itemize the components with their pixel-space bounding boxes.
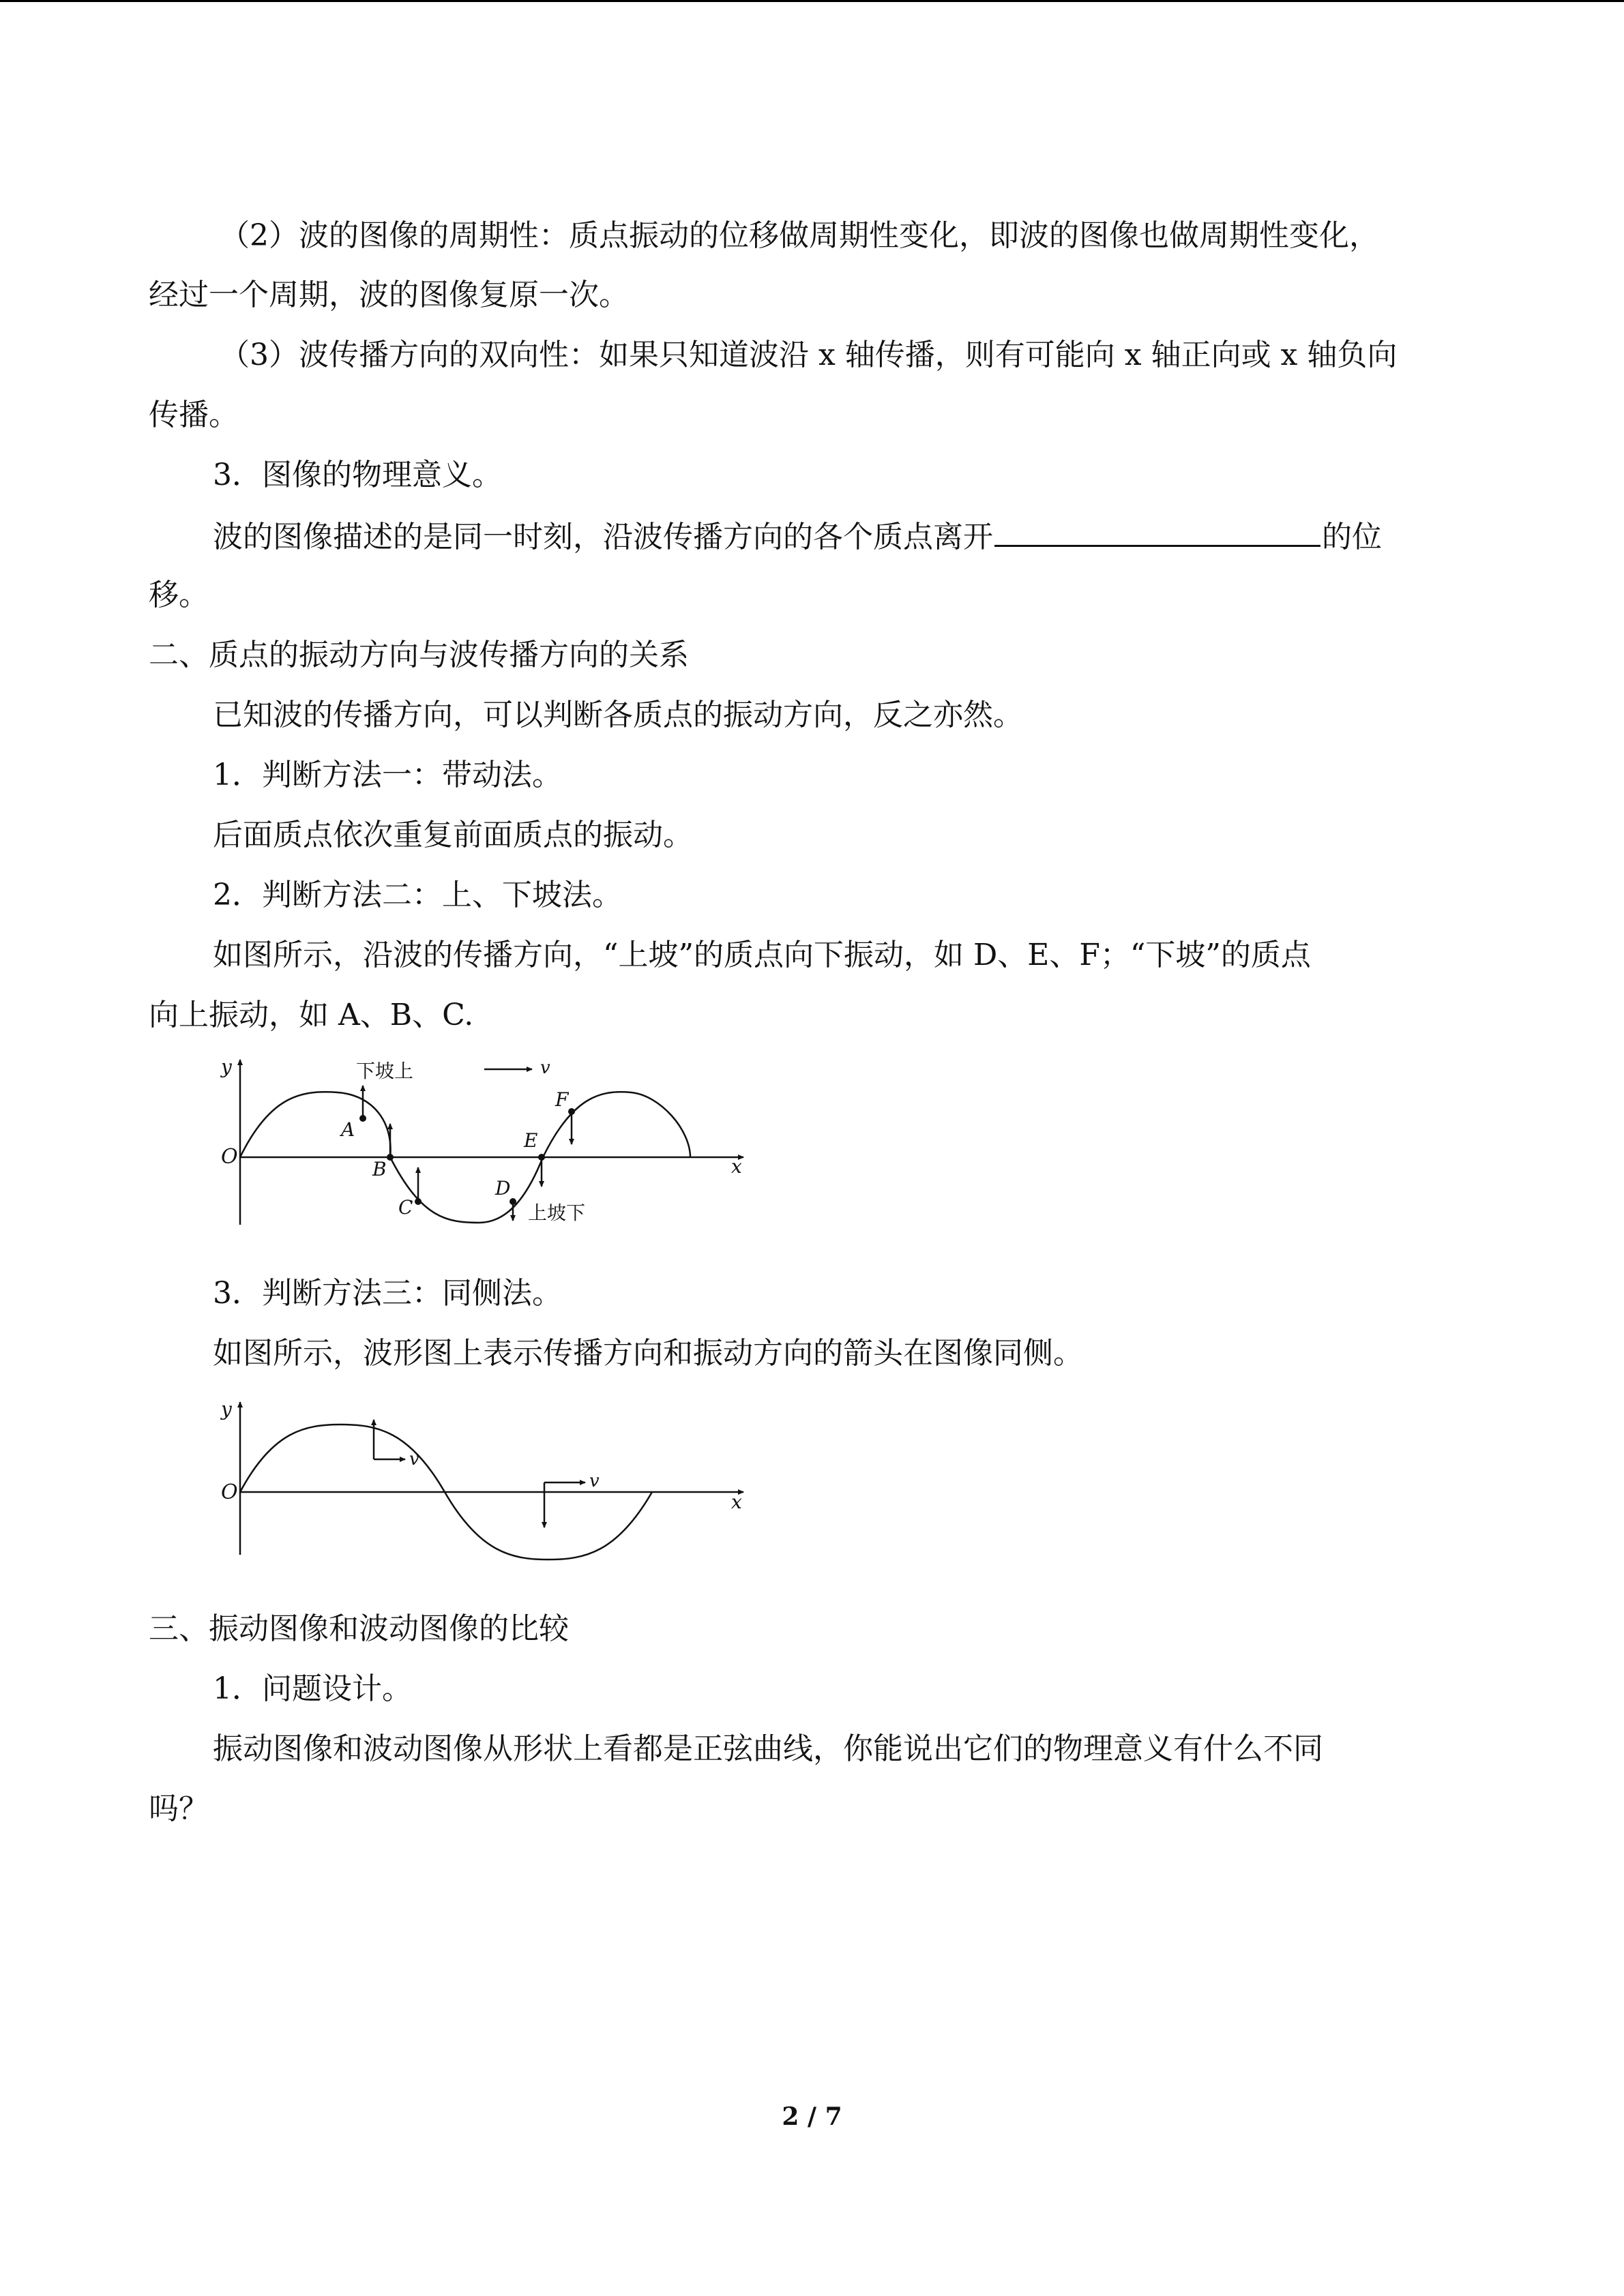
paragraph-physical-meaning	[213, 515, 1382, 558]
paragraph-bidirectional: （3）波传播方向的双向性：如果只知道波沿 x 轴传播，则有可能向 x 轴正向或 x 轴负向	[220, 338, 1398, 372]
method-2-heading: 2．判断方法二：上、下坡法。	[213, 878, 622, 912]
point-c-label: C	[398, 1196, 413, 1219]
section-heading-2: 二、质点的振动方向与波传播方向的关系	[149, 638, 689, 672]
method-3-text: 如图所示，波形图上表示传播方向和振动方向的箭头在图像同侧。	[213, 1336, 1083, 1371]
fill-in-blank	[994, 515, 1320, 547]
y-axis-label: y	[221, 1398, 232, 1420]
point-b-label: B	[372, 1158, 387, 1180]
uphill-label: 上坡下	[528, 1202, 586, 1224]
origin-label: O	[221, 1480, 238, 1504]
paragraph-physical-meaning-cont: 移。	[149, 578, 209, 612]
figure-uphill-downhill	[205, 1050, 764, 1241]
method-1-heading: 1．判断方法一：带动法。	[213, 758, 562, 792]
subheading-physical-meaning: 3．图像的物理意义。	[213, 458, 502, 492]
point-e-label: E	[524, 1129, 538, 1152]
top-border	[0, 0, 1624, 2]
section-heading-3: 三、振动图像和波动图像的比较	[149, 1611, 569, 1646]
paragraph-periodicity: （2）波的图像的周期性：质点振动的位移做周期性变化，即波的图像也做周期性变化，	[220, 218, 1379, 253]
velocity-label-2: v	[589, 1471, 600, 1491]
question-text: 振动图像和波动图像从形状上看都是正弦曲线，你能说出它们的物理意义有什么不同	[213, 1731, 1323, 1766]
method-2-text: 如图所示，沿波的传播方向，“上坡”的质点向下振动，如 D、E、F；“下坡”的质点	[213, 938, 1311, 972]
y-axis-label: y	[221, 1056, 232, 1078]
method-3-heading: 3．判断方法三：同侧法。	[213, 1276, 562, 1311]
velocity-label: v	[540, 1058, 550, 1078]
point-f-label: F	[555, 1088, 569, 1111]
x-axis-label: x	[731, 1155, 742, 1178]
method-1-text: 后面质点依次重复前面质点的振动。	[213, 818, 693, 852]
point-d-label: D	[495, 1177, 511, 1199]
paragraph-periodicity-cont: 经过一个周期，波的图像复原一次。	[149, 278, 629, 312]
page-number: 2 / 7	[782, 2102, 842, 2131]
point-a-label: A	[341, 1118, 355, 1141]
x-axis-label: x	[731, 1491, 742, 1513]
figure-same-side	[205, 1391, 764, 1568]
physical-meaning-text-after: 的位	[1322, 520, 1382, 554]
velocity-label-1: v	[409, 1449, 419, 1470]
paragraph-bidirectional-cont: 传播。	[149, 398, 239, 432]
downhill-label: 下坡上	[356, 1060, 414, 1082]
method-2-text-cont: 向上振动，如 A、B、C.	[149, 998, 474, 1032]
paragraph-known-direction: 已知波的传播方向，可以判断各质点的振动方向，反之亦然。	[213, 698, 1023, 732]
physical-meaning-text: 波的图像描述的是同一时刻，沿波传播方向的各个质点离开	[213, 520, 993, 554]
question-text-cont: 吗？	[149, 1791, 209, 1826]
question-design-heading: 1．问题设计。	[213, 1671, 412, 1706]
origin-label: O	[221, 1145, 238, 1169]
